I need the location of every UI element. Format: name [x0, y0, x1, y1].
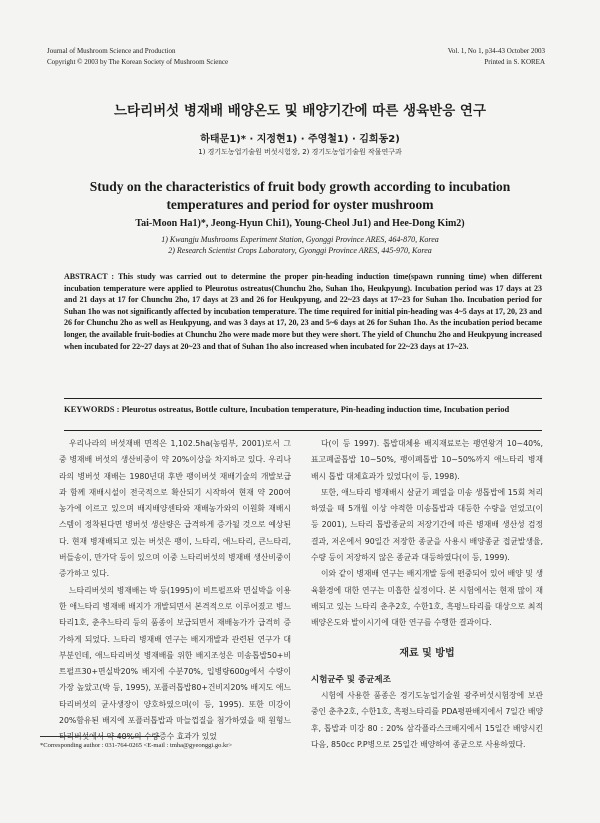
keywords-label: KEYWORDS :: [64, 404, 120, 414]
journal-name: Journal of Mushroom Science and Production: [47, 47, 176, 55]
journal-header: [47, 46, 228, 68]
korean-affiliations: 1) 경기도농업기술원 버섯시험장, 2) 경기도농업기술원 작물연구과: [198, 148, 402, 156]
paragraph: 이와 같이 병재배 연구는 배지개발 등에 편중되어 있어 배양 및 생육환경에 대한 연구는 미흡한 실정이다. 본 시험에서는 현재 많이 재배되고 있는 느타리 춘추2호, 수한1호, 흑평느타리를 대상으로 최적 배양온도와 발이시기에 대한 연구를 수행한 결과이다.: [311, 569, 543, 628]
affiliation-2: 2) Research Scientist Crops Laboratory, Gyonggi Province ARES, 445-970, Korea: [168, 245, 432, 255]
keywords: [64, 404, 542, 416]
body-right-column: [311, 436, 543, 753]
keywords-text: Pleurotus ostreatus, Bottle culture, Incubation temperature, Pin-heading induction time, Incubation period: [121, 404, 510, 414]
abstract: [64, 271, 542, 352]
paragraph: 우리나라의 버섯재배 면적은 1,102.5ha(농림부, 2001)로서 그중 병재배 버섯의 생산비중이 약 20%이상을 차지하고 있다. 우리나라의 병버섯 재배는 1980년대 후반 팽이버섯 재배기술의 개발보급과 함께 재배시설이 전국적으로 확산되기 시작하여 현재 약 200여 농가에 이르고 있으며 배지배양센타와 재배농가와의 이원화 재배시스템이 정착된다면 병버섯 생산량은 급격하게 증가될 것으로 예상된다. 현재 병재배되고 있는 버섯은 팽이, 느타리, 애느타리, 큰느타리, 버들송이, 만가닥 등이 있으며 이중 느타리버섯의 병재배 생산비중이 증가하고 있다.: [59, 439, 291, 579]
copyright: Copyright © 2003 by The Korean Society of Mushroom Science: [47, 58, 229, 66]
english-affiliations: [0, 235, 600, 256]
abstract-text: This study was carried out to determine the proper pin-heading induction time(spawn running time) when different incubation temperature were applied to Pleurotus ostreatus(Chunchu 2ho, Suhan 1ho, Heukpyung). Incubation period was 17 days at 23 and 21 days at 17 for Chunchu 2ho, 17 days at 23 and 26 for Heukpyung, and 22~23 days at 17~23 for Suhan 1ho. Incubation period for Suhan 1ho was not significantly affected by incubation temperature. The time required for initial pin-heading was 4~5 days at 17, 20, 23 and 26 for Chunchu 2ho as well as Heukpyung, and was 3 days at 17, 20, 23 and 5~6 days at 26 for Suhan 1ho. As the incubation period became longer, the available fruit-bodies at Chunchu 2ho were made more but they were short. The yield of Chunchu 2ho and Heukpyung increased when incubated for 22~27 days at 20~23 and that of Suhan 1ho also increased when incubated for 22~23 days at 17~23.: [64, 272, 542, 351]
paragraph: 다(이 등 1997). 톱밥대체용 배지재료로는 팽연왕겨 10~40%, 표고폐골톱밥 10~50%, 팽이폐톱밥 10~50%까지 애느타리 병재배시 톱밥 대체효과가 있었다(이 등, 1998).: [311, 439, 543, 481]
printed-in: Printed in S. KOREA: [484, 58, 545, 66]
paragraph: 시험에 사용한 품종은 경기도농업기술원 광주버섯시험장에 보관중인 춘추2호, 수한1호, 흑평느타리를 PDA평판배지에서 7일간 배양 후, 톱밥과 미강 80 : 20% 삼각플라스크배지에서 15일간 배양시킨 다음, 850cc P.P병으로 25일간 배양하여 종균으로 사용하였다.: [311, 691, 543, 750]
paragraph: 느타리버섯의 병재배는 박 등(1995)이 비트펄프와 면실박을 이용한 애느타리 병재배 배지가 개발되면서 본격적으로 이루어졌고 병느타리1호, 춘추느타리 등의 품종이 보급되면서 재배농가가 급격히 증가하게 되었다. 느타리 병재배 연구는 배지개발과 관련된 연구가 대부분인데, 애느타리버섯 병재배를 위한 배지조성은 미송톱밥50+비트펄프30+면실박20% 배지에 수분70%, 입병량600g에서 수량이 가장 높았고(박 등, 1995), 포플러톱밥80+건비지20% 배지도 애느타리버섯의 균사생장이 양호하였으며(이 등, 1995). 또한 미강이 20%함유된 배지에 포플러톱밥과 마늘껍질을 첨가하였을 때 원형느타리버섯에서 약 40%의 수량증수 효과가 있었: [59, 585, 291, 742]
volume-header: [448, 46, 545, 68]
divider-bottom: [64, 430, 542, 431]
paragraph: 또한, 애느타리 병재배시 살균기 폐열을 미송 생톱밥에 15회 처리하였을 때 5개월 이상 야적한 미송톱밥과 대등한 수량을 얻었고(이 등 2001), 느타리 톱밥종균의 저장기간에 따른 병재배 생산성 검정 결과, 저온에서 90일간 저장한 종균을 사용시 배양종균 접균발생율, 수량 등이 저장하지 않은 종균과 대등하였다(이 등, 1999).: [311, 487, 543, 563]
subsection-heading: 시험균주 및 종균제조: [311, 674, 391, 685]
footnote-rule: [40, 736, 160, 737]
section-heading: 재료 및 방법: [399, 647, 455, 659]
abstract-label: ABSTRACT :: [64, 272, 115, 281]
divider-top: [64, 398, 542, 399]
english-authors: Tai-Moon Ha1)*, Jeong-Hyun Chi1), Young-Cheol Ju1) and Hee-Dong Kim2): [135, 218, 465, 229]
footnote: *Corresponding author : 031-764-0265 <E-mail : tmha@gyeonggi.go.kr>: [40, 742, 233, 749]
body-left-column: [59, 436, 291, 746]
affiliation-1: 1) Kwangju Mushrooms Experiment Station, Gyonggi Province ARES, 464-870, Korea: [161, 235, 439, 244]
korean-authors: 하태문1)* · 지정현1) · 주영철1) · 김희동2): [200, 134, 400, 145]
volume-info: Vol. 1, No 1, p34-43 October 2003: [447, 47, 545, 55]
korean-title: 느타리버섯 병재배 배양온도 및 배양기간에 따른 생육반응 연구: [114, 103, 486, 119]
english-title: Study on the characteristics of fruit body growth according to incubation temperatures and period for oyster mushroom: [89, 179, 511, 212]
